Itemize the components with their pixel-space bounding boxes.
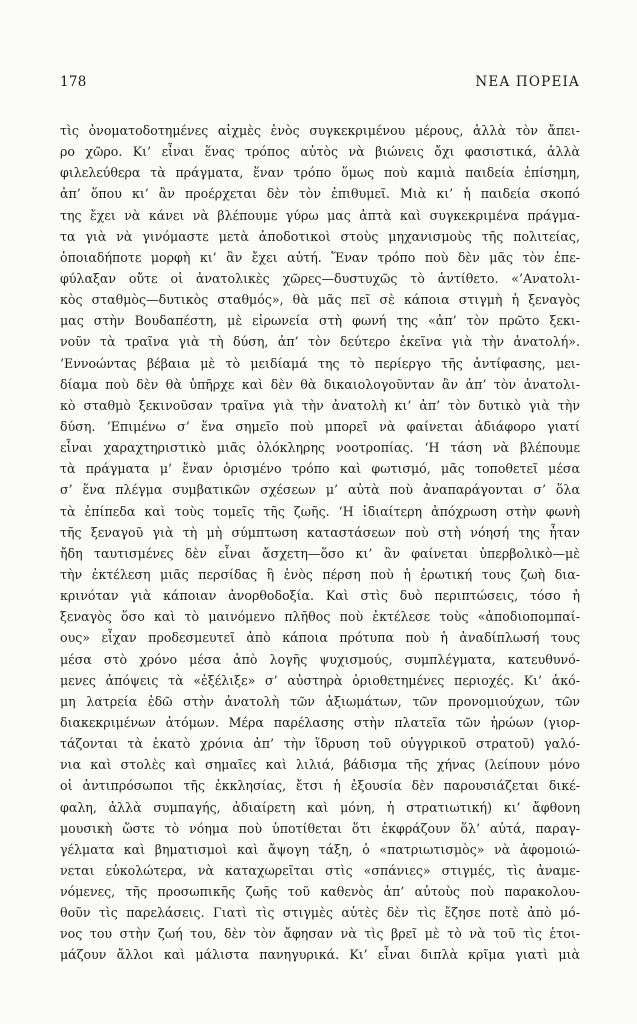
text-line: οἱ ἀντιπρόσωποι τῆς ἐκκλησίας, ἔτσι ἡ ἐξουσία δὲν παρουσιάζεται δικέ- bbox=[60, 778, 580, 794]
text-line: κὸς σταθμὸς—δυτικὸς σταθμός», θὰ μᾶς πεῖ σὲ κάποια στιγμὴ ἡ ξεναγὸς bbox=[60, 292, 580, 308]
text-line: νοῦν τὰ τραῖνα γιὰ τὴ δύση, ἀπ’ τὸν δεύτερο ἐκεῖνα γιὰ τὴν ἀνατολή». bbox=[60, 334, 580, 350]
text-line: κρινόταν γιὰ κάποιαν ἀνορθοδοξία. Καὶ στὶς δυὸ περιπτώσεις, τόσο ἡ bbox=[60, 588, 580, 604]
text-line: εἶναι χαραχτηριστικὸ μιᾶς ὁλόκληρης νοοτροπίας. ‘Η τάση νὰ βλέπουμε bbox=[60, 440, 580, 456]
page-number: 178 bbox=[60, 74, 87, 90]
text-line: τὶς ὀνοματοδοτημένες αἰχμὲς ἑνὸς συγκεκριμένου μέρους, ἀλλὰ τὸν ἄπει- bbox=[60, 123, 580, 138]
text-line: φύλαξαν οὔτε οἱ ἀνατολικὲς χῶρες—δυστυχῶς τὸ ἀντίθετο. «’Ανατολι- bbox=[60, 270, 580, 286]
text-line: μενες ἀπόψεις τὰ «ἐξέλιξε» σ’ αὐστηρὰ ὁριοθετημένες περιοχές. Κι’ ἀκό- bbox=[60, 672, 580, 688]
text-line: ξεναγὸς ὅσο καὶ τὸ μαινόμενο πλῆθος ποὺ ἐκτέλεσε τοὺς «ἀποδιοπομπαί- bbox=[60, 609, 580, 625]
text-line: ους» εἶχαν προδεσμευτεῖ ἀπὸ κάποια πρότυπα ποὺ ἡ ἀναδίπλωσή τους bbox=[60, 630, 580, 646]
text-line: νια καὶ στολὲς καὶ σημαῖες καὶ λιλιά, βάδισμα τῆς χήνας (λείπουν μόνο bbox=[60, 757, 580, 773]
text-line: τάζονται τὰ ἑκατὸ χρόνια ἀπ’ τὴν ἵδρυση τοῦ οὐγγρικοῦ στρατοῦ) γαλό- bbox=[60, 736, 580, 752]
text-line: γέλματα καὶ βηματισμοὶ καὶ ἄψογη τάξη, ὁ «πατριωτισμὸς» νὰ ἀφομοιώ- bbox=[60, 841, 580, 857]
text-line: της ἔχει νὰ κάνει νὰ βλέπουμε γύρω μας ἀπτὰ καὶ συγκεκριμένα πράγμα- bbox=[60, 207, 580, 223]
text-line: ἀπ’ ὅπου κι’ ἂν προέρχεται δὲν τὸν ἐπιθυμεῖ. Μιὰ κι’ ἡ παιδεία σκοπό bbox=[60, 186, 580, 202]
text-line: ἤδη ταυτισμένες δὲν εἶναι ἄσχετη—ὅσο κι’ ἂν φαίνεται ὑπερβολικὸ—μὲ bbox=[60, 545, 580, 561]
text-line: νεται εὐκολώτερα, νὰ καταχωρεῖται στὶς «σπάνιες» στιγμές, τὶς ἀναμε- bbox=[60, 862, 580, 878]
text-line: μάζουν ἄλλοι καὶ μάλιστα πανηγυρικά. Κι’ εἶναι διπλὰ κρῖμα γιατὶ μιὰ bbox=[60, 947, 580, 963]
text-line: νος του στὴν ζωή του, δὲν τὸν ἄφησαν νὰ τὶς βρεῖ μὲ τὸ νὰ τοῦ τὶς ἑτοι- bbox=[60, 926, 580, 942]
text-line: δύση. ’Επιμένω σ’ ἕνα σημεῖο ποὺ μπορεῖ νὰ φαίνεται ἀδιάφορο γιατί bbox=[60, 418, 580, 434]
text-line: τὴν ἐκτέλεση μιᾶς περσίδας ἢ ἑνὸς πέρση ποὺ ἡ ἐρωτική τους ζωὴ δια- bbox=[60, 566, 580, 582]
text-line: φιλελεύθερα τὰ πράγματα, ἕναν τρόπο ὅμως ποὺ καμιὰ παιδεία ἐπίσημη, bbox=[60, 165, 580, 181]
text-line: φαλη, ἀλλὰ συμπαγής, ἀδιαίρετη καὶ μόνη, ἡ στρατιωτική) κι’ ἄφθονη bbox=[60, 799, 580, 815]
text-line: σ’ ἕνα πλέγμα συμβατικῶν σχέσεων μ’ αὐτὰ ποὺ ἀναπαράγονται σ’ ὅλα bbox=[60, 482, 580, 498]
text-line: τῆς ξεναγοῦ γιὰ τὴ μὴ σύμπτωση καταστάσεων ποὺ στὴ νόησή της ἦταν bbox=[60, 524, 580, 540]
text-line: ρο χῶρο. Κι’ εἶναι ἕνας τρόπος αὐτὸς νὰ βιώνεις ὄχι φασιστικά, ἀλλὰ bbox=[60, 144, 580, 160]
text-line: τὰ πράγματα μ’ ἕναν ὁρισμένο τρόπο καὶ φωτισμό, μᾶς τοποθετεῖ μέσα bbox=[60, 461, 580, 477]
text-line: μας στὴν Βουδαπέστη, μὲ εἰρωνεία στὴ φωνή της «ἀπ’ τὸν πρῶτο ξεκι- bbox=[60, 313, 580, 329]
text-line: νόμενες, τῆς προσωπικῆς ζωῆς τοῦ καθενὸς ἀπ’ αὐτοὺς ποὺ παρακολου- bbox=[60, 884, 580, 900]
text-line: τα γιὰ νὰ γινόμαστε μετὰ ἀποδοτικοὶ στοὺς μηχανισμοὺς τῆς πολιτείας, bbox=[60, 228, 580, 244]
text-line: διακεκριμένων ἀτόμων. Μέρα παρέλασης στὴν πλατεῖα τῶν ἡρώων (γιορ- bbox=[60, 714, 580, 730]
text-line: μη λατρεία ἐδῶ στὴν ἀνατολὴ τῶν ἀξιωμάτων, τῶν προνομιούχων, τῶν bbox=[60, 693, 580, 709]
text-line: μέσα στὸ χρόνο μέσα ἀπὸ λογῆς ψυχισμούς, συμπλέγματα, κατευθυνό- bbox=[60, 651, 580, 667]
text-line: θοῦν τὶς παρελάσεις. Γιατὶ τὶς στιγμὲς αὐτὲς δὲν τὶς ἔζησε ποτὲ ἀπὸ μό- bbox=[60, 905, 580, 921]
journal-title: ΝΕΑ ΠΟΡΕΙΑ bbox=[475, 74, 580, 90]
text-line: κὸ σταθμὸ ξεκινοῦσαν τραῖνα γιὰ τὴν ἀνατολὴ κι’ ἀπ’ τὸν δυτικὸ γιὰ τὴν bbox=[60, 397, 580, 413]
text-line: μουσικὴ ὥστε τὸ νόημα ποὺ ὑποτίθεται ὅτι ἐκφράζουν ὅλ’ αὐτά, παραγ- bbox=[60, 820, 580, 836]
body-text bbox=[60, 120, 580, 966]
running-head bbox=[60, 74, 580, 96]
text-line: δίαμα ποὺ δὲν θὰ ὑπῆρχε καὶ δὲν θὰ δικαιολογοῦνταν ἂν ἀπ’ τὸν ἀνατολι- bbox=[60, 376, 580, 392]
text-line: ’Εννοώντας βέβαια μὲ τὸ μειδίαμά της τὸ περίεργο τῆς ἀντίφασης, μει- bbox=[60, 355, 580, 371]
text-line: ὁποιαδήποτε μορφὴ κι’ ἂν ἔχει αὐτή. Ἕναν τρόπο ποὺ δὲν μᾶς τὸν ἐπε- bbox=[60, 249, 580, 265]
text-line: τὰ ἐπίπεδα καὶ τοὺς τομεῖς τῆς ζωῆς. ‘Η ἰδιαίτερη ἀπόχρωση στὴν φωνὴ bbox=[60, 503, 580, 519]
